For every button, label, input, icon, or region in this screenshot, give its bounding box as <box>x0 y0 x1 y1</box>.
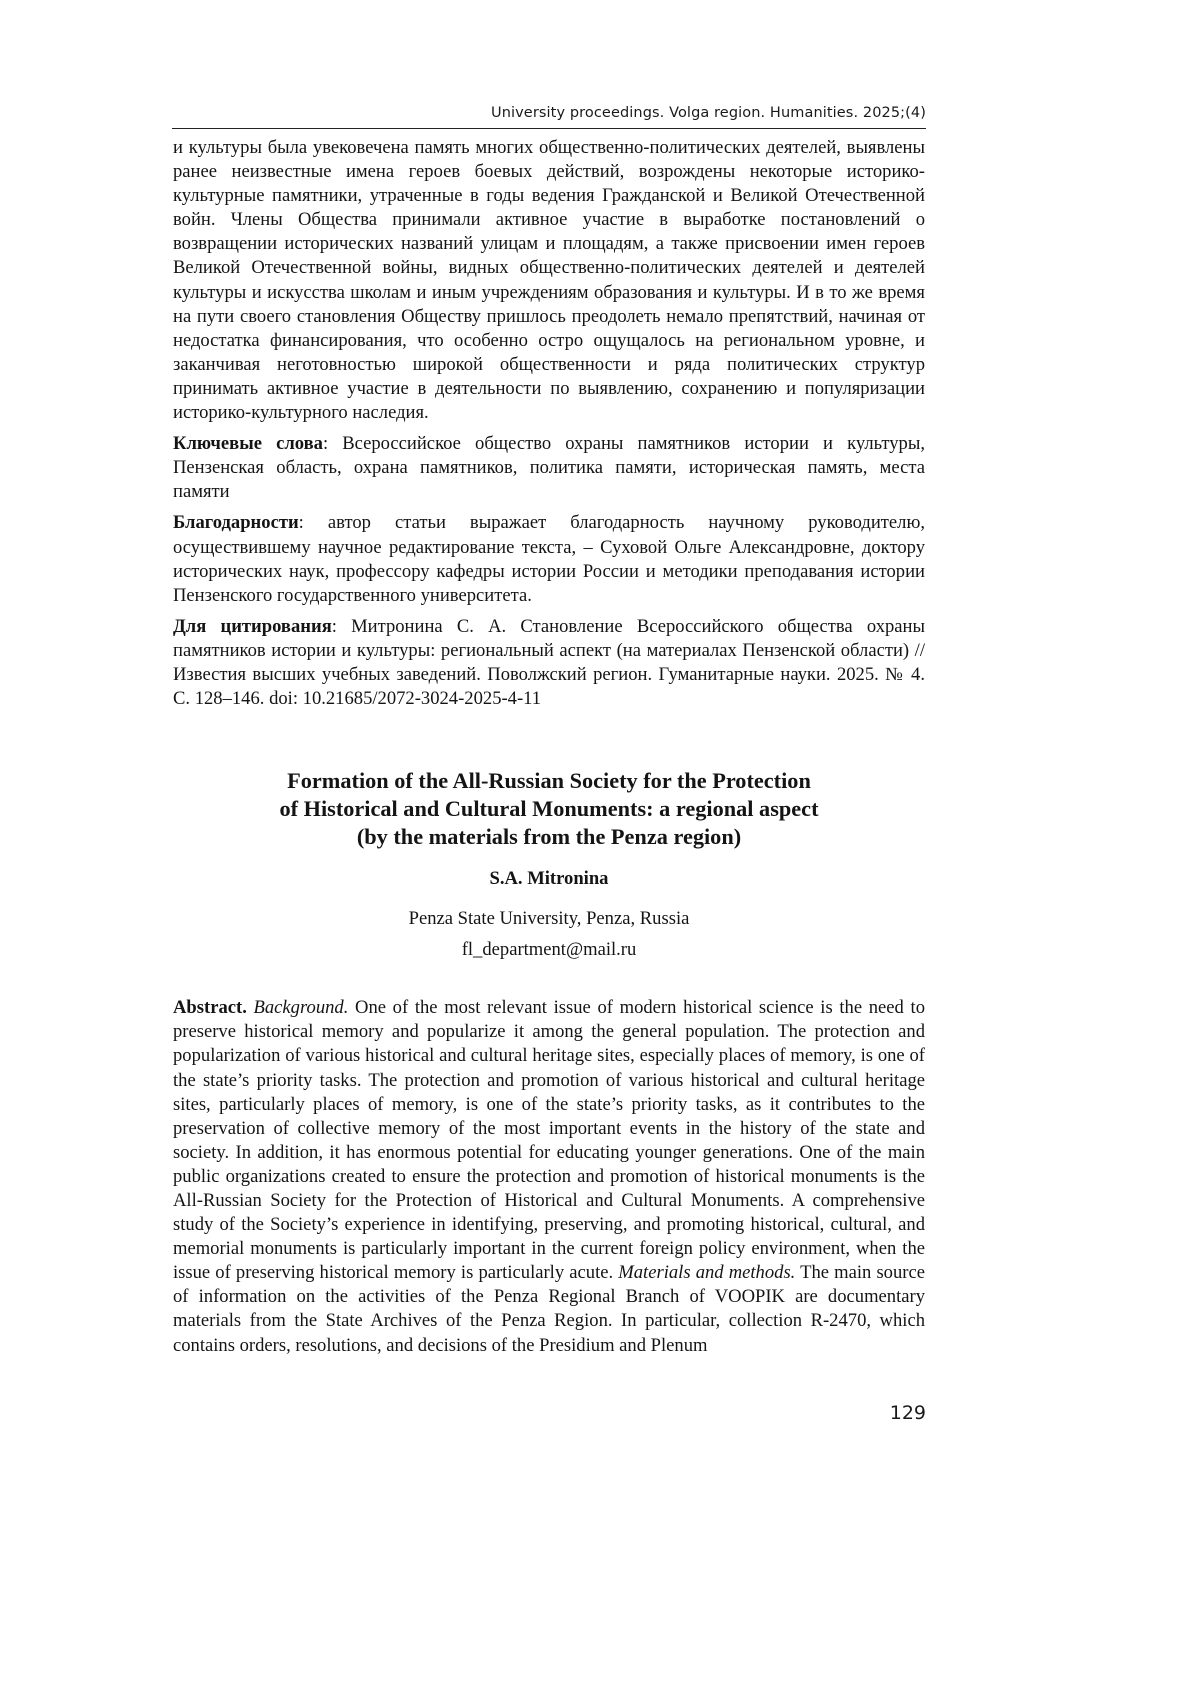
keywords-paragraph <box>173 432 925 504</box>
materials-label: Materials and methods. <box>618 1262 796 1284</box>
acknowledgments-paragraph <box>173 511 925 607</box>
journal-running-title: University proceedings. Volga region. Humanities. 2025;(4) <box>490 105 926 121</box>
affiliation-block <box>173 903 925 965</box>
citation-paragraph <box>173 615 925 711</box>
keywords-label: Ключевые слова <box>173 433 323 455</box>
background-label: Background. <box>253 997 349 1019</box>
running-header <box>172 102 926 129</box>
citation-label: Для цитирования <box>173 615 332 637</box>
title-line: (by the materials from the Penza region) <box>356 824 742 850</box>
article-title-english <box>173 767 925 851</box>
affiliation: Penza State University, Penza, Russia <box>408 908 690 930</box>
abstract-paragraph <box>173 996 925 1357</box>
annotation-continuation: и культуры была увековечена память многих общественно-политических деятелей, выявлены ранее неизвестные имена героев боевых действий, возрождены некоторые историко-культурные памятники, утраченные в годы ведения Гражданской и Великой Отечественной войн. Члены Общества принимали активное участие в выработке постановлений о возвращении исторических названий улицам и площадям, а также присвоении имен героев Великой Отечественной войны, видных общественно-политических деятелей и деятелей культуры и искусства школам и иным учреждениям образования и культуры. И в то же время на пути своего становления Обществу пришлось преодолеть немало препятствий, начиная от недостатка финансирования, что особенно остро ощущалось на региональном уровне, и заканчивая неготовностью широкой общественности и ряда политических структур принимать активное участие в деятельности по выявлению, сохранению и популяризации историко-культурного наследия. <box>173 137 925 424</box>
materials-text: The main source of information on the activities of the Penza Regional Branch of VOOPIK are documentary materials from the State Archives of the Penza Region. In particular, collection R-2470, which contains orders, resolutions, and decisions of the Presidium and Plenum <box>173 1262 925 1356</box>
page-number: 129 <box>889 1402 926 1424</box>
title-line: Formation of the All-Russian Society for the Protection <box>287 768 811 794</box>
background-text: One of the most relevant issue of modern historical science is the need to preserve historical memory and popularize it among the general population. The protection and popularization of various historical and cultural heritage sites, especially places of memory, is one of the state’s priority tasks. The protection and promotion of various historical and cultural heritage sites, particularly places of memory, is one of the state’s priority tasks, as it contributes to the preservation of collective memory of the most important events in the history of the state and society. In addition, it has enormous potential for educating younger generations. One of the main public organizations created to ensure the protection and promotion of historical monuments is the All-Russian Society for the Protection of Historical and Cultural Monuments. A comprehensive study of the Society’s experience in identifying, preserving, and promoting historical, cultural, and memorial monuments is particularly important in the current foreign policy environment, when the issue of preserving historical memory is particularly acute. <box>173 997 925 1284</box>
author-email: fl_department@mail.ru <box>461 939 637 961</box>
page-body <box>173 136 925 1358</box>
acknowledgments-label: Благодарности <box>173 512 299 534</box>
citation-text: : Митронина С. А. Становление Всероссийского общества охраны памятников истории и культуры: региональный аспект (на материалах Пензенской области) // Известия высших учебных заведений. Поволжский регион. Гуманитарные науки. 2025. № 4. С. 128–146. doi: 10.21685/2072-3024-2025-4-11 <box>173 615 925 710</box>
abstract-label: Abstract. <box>173 997 247 1019</box>
title-line: of Historical and Cultural Monuments: a regional aspect <box>279 796 819 822</box>
author-name: S.A. Mitronina <box>489 868 609 890</box>
keywords-text: : Всероссийское общество охраны памятников истории и культуры, Пензенская область, охрана памятников, политика памяти, историческая память, места памяти <box>173 433 925 503</box>
english-title-block <box>173 767 925 851</box>
acknowledgments-text: : автор статьи выражает благодарность научному руководителю, осуществившему научное редактирование текста, – Суховой Ольге Александровне, доктору исторических наук, профессору кафедры истории России и методики преподавания истории Пензенского государственного университета. <box>173 512 925 606</box>
